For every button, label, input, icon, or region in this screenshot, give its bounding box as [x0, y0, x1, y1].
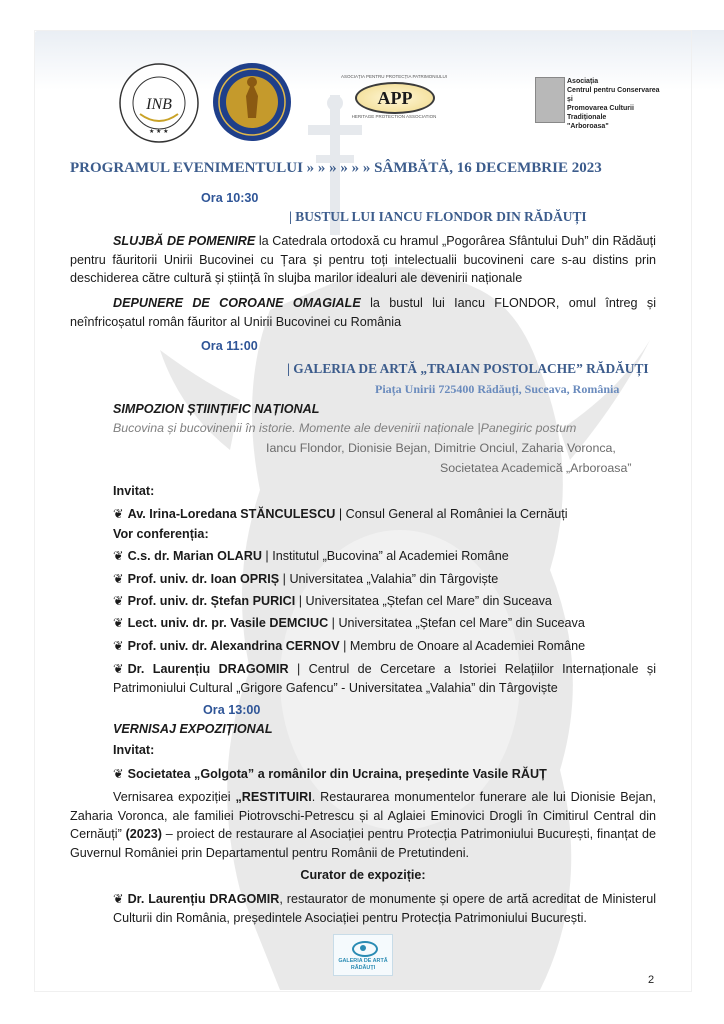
bullet-icon: ❦ [113, 572, 124, 586]
bullet-icon: ❦ [113, 549, 124, 563]
paragraph-wreath-laying: DEPUNERE DE COROANE OMAGIALE la bustul lui Iancu FLONDOR, omul întreg și neînfricoșatul român făuritor al Unirii Bucovinei cu România [70, 296, 656, 329]
symposium-names-line2: Societatea Academică „Arboroasa” [440, 461, 632, 475]
venue-art-gallery: | GALERIA DE ARTĂ „TRAIAN POSTOLACHE” RĂDĂUȚI [287, 361, 649, 376]
bullet-icon: ❦ [113, 616, 124, 630]
app-logo-bottom-text: HERITAGE PROTECTION ASSOCIATION [351, 114, 437, 119]
app-logo-top-text: ASOCIAȚIA PENTRU PROTECȚIA PATRIMONIULUI [340, 74, 448, 79]
paragraph-memorial-service: SLUJBĂ DE POMENIRE la Catedrala ortodoxă cu hramul „Pogorârea Sfântului Duh” din Rădăuți pentru făuritorii Unirii Bucovinei cu Țara și pentru toți intelectualii bucovineni care s-au distins prin deschiderea către cultură și știință în slujba marilor idealuri ale devenirii naționale [70, 234, 656, 286]
vernissage-title: VERNISAJ EXPOZIȚIONAL [113, 722, 273, 736]
guest-consul: ❦ Av. Irina-Loredana STĂNCULESCU | Consul General al României la Cernăuți [113, 507, 568, 521]
bullet-icon: ❦ [113, 639, 124, 653]
invited-label: Invitat: [113, 484, 155, 498]
invited-label-2: Invitat: [113, 743, 155, 757]
art-gallery-logo: GALERIA DE ARTĂ RĂDĂUȚI [333, 934, 393, 976]
svg-text:★ ★ ★: ★ ★ ★ [149, 129, 169, 135]
logo-bar [0, 60, 724, 142]
time-13-00: Ora 13:00 [203, 703, 261, 717]
arboroasa-photo-icon [535, 77, 565, 123]
time-11-00: Ora 11:00 [201, 339, 258, 353]
symposium-names-line1: Iancu Flondor, Dionisie Bejan, Dimitrie Onciul, Zaharia Voronca, [266, 441, 616, 455]
arboroasa-text: Asociația Centrul pentru Conservarea și Promovarea Culturii Tradiționale "Arboroasa" [567, 78, 660, 130]
paragraph-exhibition: Vernisarea expoziției „RESTITUIRI. Restaurarea monumentelor funerare ale lui Dionisie Bejan, Zaharia Voronca, ale familiei Piotrovschi-Petrescu și al Aglaiei Eminovici Drogli în Cimitirul Central din Cernăuți” (2023) – proiect de restaurare al Asociației pentru Protecția Patrimoniului București, finanțat de Guvernul României prin Departamentul pentru Românii de Pretutindeni. [70, 790, 656, 860]
time-10-30: Ora 10:30 [201, 191, 259, 205]
speaker-item: ❦ Prof. univ. dr. Ștefan PURICI | Universitatea „Ștefan cel Mare” din Suceava [113, 594, 552, 608]
symposium-subtitle: Bucovina și bucovinenii în istorie. Momente ale devenirii naționale |Panegiric postum [113, 421, 577, 435]
speaker-item: ❦ Prof. univ. dr. Alexandrina CERNOV | Membru de Onoare al Academiei Române [113, 639, 586, 653]
bullet-icon: ❦ [113, 892, 124, 906]
speakers-label: Vor conferenția: [113, 527, 209, 541]
program-title: PROGRAMUL EVENIMENTULUI » » » » » » SÂMBĂTĂ, 16 DECEMBRIE 2023 [70, 160, 602, 176]
speaker-item-dragomir: ❦ Dr. Laurențiu DRAGOMIR | Centrul de Cercetare a Istoriei Relațiilor Internaționale și Patrimoniului Cultural „Grigore Gafencu” - Universitatea „Valahia” din Târgoviște [113, 662, 656, 695]
bullet-icon: ❦ [113, 507, 124, 521]
app-logo-mark: APP [355, 82, 435, 114]
guest-golgota: ❦ Societatea „Golgota” a românilor din Ucraina, președinte Vasile RĂUȚ [113, 767, 547, 781]
venue-bust-iancu-flondor: | BUSTUL LUI IANCU FLONDOR DIN RĂDĂUȚI [289, 209, 587, 224]
bullet-icon: ❦ [113, 767, 124, 781]
speaker-item: ❦ Prof. univ. dr. Ioan OPRIȘ | Universitatea „Valahia” din Târgoviște [113, 572, 499, 586]
inb-monogram: INB [146, 96, 172, 113]
app-logo [335, 74, 453, 124]
symposium-title: SIMPOZION ȘTIINȚIFIC NAȚIONAL [113, 402, 320, 416]
arboroasa-logo [535, 77, 661, 130]
bullet-icon: ❦ [113, 594, 124, 608]
bullet-icon: ❦ [113, 662, 124, 676]
page-number: 2 [648, 974, 655, 986]
inb-logo [118, 62, 200, 144]
romanian-academy-logo [212, 62, 292, 142]
venue-address: Piața Unirii 725400 Rădăuți, Suceava, România [375, 382, 620, 396]
curator-label: Curator de expoziție: [300, 868, 426, 882]
speaker-item: ❦ C.s. dr. Marian OLARU | Institutul „Bucovina” al Academiei Române [113, 549, 509, 563]
speaker-item: ❦ Lect. univ. dr. pr. Vasile DEMCIUC | Universitatea „Ștefan cel Mare” din Suceava [113, 616, 585, 630]
curator-paragraph: ❦ Dr. Laurențiu DRAGOMIR, restaurator de monumente și opere de artă acreditat de Ministerul Culturii din România, președintele Asociației pentru Protecția Patrimoniului București. [113, 892, 657, 925]
